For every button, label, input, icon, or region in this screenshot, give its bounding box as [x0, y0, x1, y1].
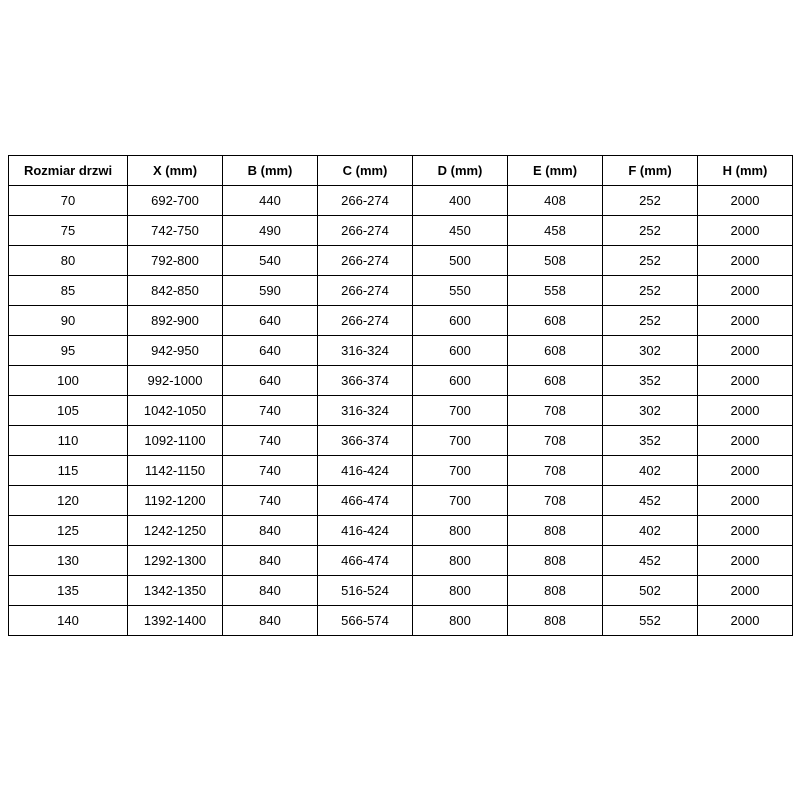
table-row — [9, 456, 793, 486]
table-cell: 2000 — [698, 246, 793, 276]
table-cell: 302 — [603, 336, 698, 366]
table-row — [9, 366, 793, 396]
table-cell: 95 — [9, 336, 128, 366]
table-cell: 708 — [508, 486, 603, 516]
table-cell: 352 — [603, 366, 698, 396]
table-cell: 742-750 — [128, 216, 223, 246]
table-cell: 1092-1100 — [128, 426, 223, 456]
table-cell: 558 — [508, 276, 603, 306]
table-cell: 266-274 — [318, 306, 413, 336]
table-cell: 466-474 — [318, 486, 413, 516]
table-cell: 566-574 — [318, 606, 413, 636]
table-cell: 1342-1350 — [128, 576, 223, 606]
table-row — [9, 576, 793, 606]
column-header: X (mm) — [128, 156, 223, 186]
table-cell: 552 — [603, 606, 698, 636]
table-cell: 700 — [413, 426, 508, 456]
table-cell: 450 — [413, 216, 508, 246]
table-cell: 120 — [9, 486, 128, 516]
column-header: E (mm) — [508, 156, 603, 186]
column-header: C (mm) — [318, 156, 413, 186]
column-header: H (mm) — [698, 156, 793, 186]
table-cell: 90 — [9, 306, 128, 336]
column-header: D (mm) — [413, 156, 508, 186]
table-cell: 105 — [9, 396, 128, 426]
table-cell: 2000 — [698, 186, 793, 216]
table-cell: 550 — [413, 276, 508, 306]
table-cell: 140 — [9, 606, 128, 636]
table-cell: 2000 — [698, 546, 793, 576]
table-cell: 808 — [508, 606, 603, 636]
table-cell: 1192-1200 — [128, 486, 223, 516]
table-cell: 266-274 — [318, 276, 413, 306]
table-row — [9, 396, 793, 426]
table-cell: 2000 — [698, 336, 793, 366]
table-cell: 266-274 — [318, 216, 413, 246]
table-cell: 316-324 — [318, 336, 413, 366]
table-cell: 416-424 — [318, 456, 413, 486]
header-row — [9, 156, 793, 186]
table-cell: 408 — [508, 186, 603, 216]
table-row — [9, 216, 793, 246]
table-cell: 2000 — [698, 276, 793, 306]
table-cell: 316-324 — [318, 396, 413, 426]
table-cell: 700 — [413, 456, 508, 486]
table-cell: 1242-1250 — [128, 516, 223, 546]
table-cell: 800 — [413, 546, 508, 576]
table-cell: 2000 — [698, 426, 793, 456]
table-cell: 600 — [413, 336, 508, 366]
table-cell: 1042-1050 — [128, 396, 223, 426]
table-cell: 842-850 — [128, 276, 223, 306]
table-row — [9, 336, 793, 366]
table-cell: 708 — [508, 456, 603, 486]
table-cell: 700 — [413, 396, 508, 426]
table-cell: 708 — [508, 426, 603, 456]
table-row — [9, 546, 793, 576]
table-cell: 1392-1400 — [128, 606, 223, 636]
table-cell: 402 — [603, 516, 698, 546]
table-cell: 892-900 — [128, 306, 223, 336]
table-cell: 800 — [413, 576, 508, 606]
table-cell: 302 — [603, 396, 698, 426]
table-cell: 266-274 — [318, 246, 413, 276]
table-cell: 85 — [9, 276, 128, 306]
table-cell: 2000 — [698, 216, 793, 246]
table-row — [9, 186, 793, 216]
table-cell: 266-274 — [318, 186, 413, 216]
table-cell: 700 — [413, 486, 508, 516]
table-body — [9, 186, 793, 636]
table-cell: 640 — [223, 336, 318, 366]
table-cell: 840 — [223, 606, 318, 636]
table-cell: 458 — [508, 216, 603, 246]
table-cell: 252 — [603, 246, 698, 276]
table-cell: 252 — [603, 306, 698, 336]
table-cell: 400 — [413, 186, 508, 216]
table-cell: 2000 — [698, 456, 793, 486]
table-cell: 2000 — [698, 576, 793, 606]
table-cell: 808 — [508, 516, 603, 546]
table-cell: 808 — [508, 576, 603, 606]
table-header — [9, 156, 793, 186]
table-cell: 80 — [9, 246, 128, 276]
table-cell: 608 — [508, 366, 603, 396]
table-cell: 692-700 — [128, 186, 223, 216]
table-row — [9, 516, 793, 546]
table-cell: 75 — [9, 216, 128, 246]
table-row — [9, 276, 793, 306]
table-cell: 502 — [603, 576, 698, 606]
table-cell: 252 — [603, 276, 698, 306]
table-cell: 500 — [413, 246, 508, 276]
table-cell: 792-800 — [128, 246, 223, 276]
table-cell: 808 — [508, 546, 603, 576]
table-cell: 590 — [223, 276, 318, 306]
table-cell: 110 — [9, 426, 128, 456]
table-cell: 840 — [223, 576, 318, 606]
table-cell: 452 — [603, 546, 698, 576]
table-cell: 100 — [9, 366, 128, 396]
table-cell: 352 — [603, 426, 698, 456]
table-cell: 740 — [223, 396, 318, 426]
table-cell: 600 — [413, 306, 508, 336]
table-row — [9, 426, 793, 456]
table-row — [9, 606, 793, 636]
table-cell: 1292-1300 — [128, 546, 223, 576]
table-cell: 2000 — [698, 366, 793, 396]
table-cell: 740 — [223, 456, 318, 486]
table-cell: 402 — [603, 456, 698, 486]
table-cell: 115 — [9, 456, 128, 486]
table-cell: 2000 — [698, 606, 793, 636]
table-row — [9, 246, 793, 276]
door-size-spec-table — [8, 155, 793, 636]
table-cell: 135 — [9, 576, 128, 606]
table-row — [9, 306, 793, 336]
table-cell: 708 — [508, 396, 603, 426]
table-cell: 70 — [9, 186, 128, 216]
table-cell: 800 — [413, 606, 508, 636]
table-cell: 416-424 — [318, 516, 413, 546]
column-header: F (mm) — [603, 156, 698, 186]
table-cell: 130 — [9, 546, 128, 576]
table-cell: 440 — [223, 186, 318, 216]
table-cell: 2000 — [698, 486, 793, 516]
table-cell: 740 — [223, 426, 318, 456]
table-cell: 2000 — [698, 306, 793, 336]
table-cell: 452 — [603, 486, 698, 516]
table-cell: 608 — [508, 336, 603, 366]
table-cell: 540 — [223, 246, 318, 276]
table-cell: 125 — [9, 516, 128, 546]
table-cell: 508 — [508, 246, 603, 276]
table-cell: 800 — [413, 516, 508, 546]
table-cell: 366-374 — [318, 426, 413, 456]
table-cell: 252 — [603, 216, 698, 246]
table-cell: 992-1000 — [128, 366, 223, 396]
table-row — [9, 486, 793, 516]
table-cell: 366-374 — [318, 366, 413, 396]
table-cell: 516-524 — [318, 576, 413, 606]
table-cell: 640 — [223, 306, 318, 336]
table-cell: 942-950 — [128, 336, 223, 366]
table-cell: 2000 — [698, 396, 793, 426]
table-cell: 2000 — [698, 516, 793, 546]
table-cell: 840 — [223, 546, 318, 576]
column-header: Rozmiar drzwi — [9, 156, 128, 186]
table-cell: 840 — [223, 516, 318, 546]
table-cell: 640 — [223, 366, 318, 396]
table-cell: 1142-1150 — [128, 456, 223, 486]
column-header: B (mm) — [223, 156, 318, 186]
table-cell: 252 — [603, 186, 698, 216]
table-cell: 600 — [413, 366, 508, 396]
table-cell: 490 — [223, 216, 318, 246]
table-cell: 608 — [508, 306, 603, 336]
table-cell: 740 — [223, 486, 318, 516]
table-cell: 466-474 — [318, 546, 413, 576]
